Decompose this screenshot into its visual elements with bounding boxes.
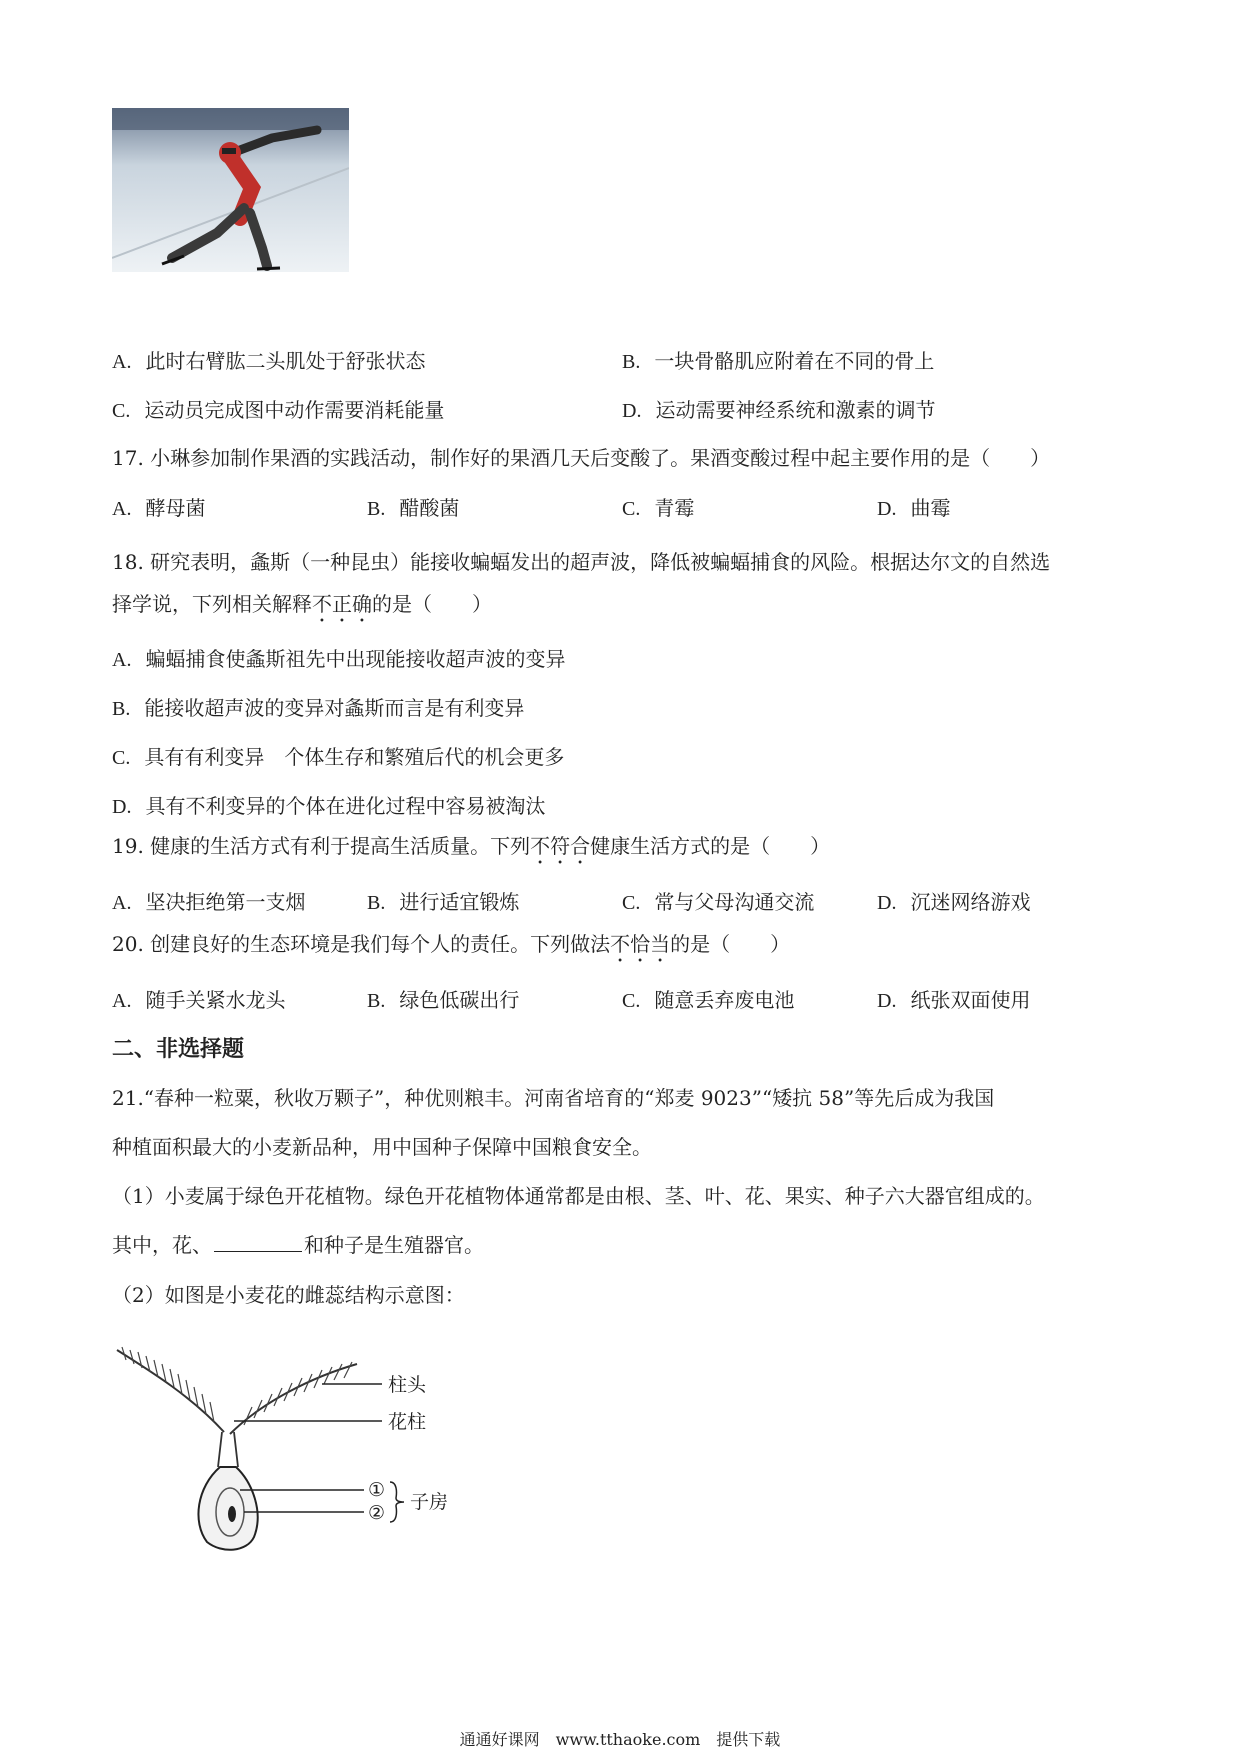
- q21-part2: （2）如图是小麦花的雌蕊结构示意图：: [112, 1283, 465, 1307]
- q19-option-d: D. 沉迷网络游戏: [877, 890, 1031, 914]
- page-footer: 通通好课网 www.tthaoke.com 提供下载: [459, 1730, 781, 1749]
- q19-option-c: C. 常与父母沟通交流: [622, 890, 815, 914]
- label-1: ①: [368, 1479, 386, 1501]
- q21-part1-line2: 其中，花、 和种子是生殖器官。: [112, 1233, 484, 1257]
- skater-illustration: [112, 108, 349, 272]
- q19-stem: 19. 健康的生活方式有利于提高生活质量。下列不符合健康生活方式的是（ ）: [112, 834, 831, 858]
- q18-option-a: A. 蝙蝠捕食使螽斯祖先中出现能接收超声波的变异: [112, 647, 566, 671]
- q18-stem-line1: 18. 研究表明，螽斯（一种昆虫）能接收蝙蝠发出的超声波，降低被蝙蝠捕食的风险。根据达尔文的自然选: [112, 550, 1051, 574]
- q16-option-c: C. 运动员完成图中动作需要消耗能量: [112, 398, 445, 422]
- q17-option-a: A. 酵母菌: [112, 496, 206, 520]
- q20-option-d: D. 纸张双面使用: [877, 988, 1031, 1012]
- q19-option-a: A. 坚决拒绝第一支烟: [112, 890, 306, 914]
- q20-option-a: A. 随手关紧水龙头: [112, 988, 286, 1012]
- q20-emphasis: 不恰当: [610, 932, 671, 956]
- label-stigma: 柱头: [388, 1374, 427, 1396]
- pistil-diagram: [112, 1342, 462, 1557]
- q16-option-a: A. 此时右臂肱二头肌处于舒张状态: [112, 349, 426, 373]
- skater-photo: [112, 108, 349, 272]
- q17-option-c: C. 青霉: [622, 496, 695, 520]
- q19-emphasis: 不符合: [530, 834, 591, 858]
- q17-option-d: D. 曲霉: [877, 496, 951, 520]
- section-heading: 二、非选择题: [112, 1037, 245, 1062]
- q18-option-d: D. 具有不利变异的个体在进化过程中容易被淘汰: [112, 794, 546, 818]
- q20-stem: 20. 创建良好的生态环境是我们每个人的责任。下列做法不恰当的是（ ）: [112, 932, 791, 956]
- q20-option-b: B. 绿色低碳出行: [367, 988, 520, 1012]
- q20-option-c: C. 随意丢弃废电池: [622, 988, 795, 1012]
- q17-stem: 17. 小琳参加制作果酒的实践活动，制作好的果酒几天后变酸了。果酒变酸过程中起主要作用的是（ ）: [112, 446, 1051, 470]
- q16-option-b: B. 一块骨骼肌应附着在不同的骨上: [622, 349, 935, 373]
- label-style: 花柱: [388, 1411, 427, 1433]
- q18-option-b: B. 能接收超声波的变异对螽斯而言是有利变异: [112, 696, 525, 720]
- label-2: ②: [368, 1502, 386, 1524]
- q18-stem-line2: 择学说，下列相关解释不正确的是（ ）: [112, 592, 492, 616]
- answer-blank[interactable]: [214, 1250, 302, 1252]
- q21-part1-line1: （1）小麦属于绿色开花植物。绿色开花植物体通常都是由根、茎、叶、花、果实、种子六大器官组成的。: [112, 1184, 1045, 1208]
- q18-option-c: C. 具有有利变异 个体生存和繁殖后代的机会更多: [112, 745, 565, 769]
- label-ovary: 子房: [410, 1491, 449, 1513]
- q19-option-b: B. 进行适宜锻炼: [367, 890, 520, 914]
- q17-option-b: B. 醋酸菌: [367, 496, 460, 520]
- q21-stem-line1: 21.“春种一粒粟，秋收万颗子”，种优则粮丰。河南省培育的“郑麦 9023”“矮抗 58”等先后成为我国: [112, 1086, 995, 1110]
- q21-stem-line2: 种植面积最大的小麦新品种，用中国种子保障中国粮食安全。: [112, 1135, 652, 1159]
- q18-emphasis: 不正确: [312, 592, 372, 616]
- q16-option-d: D. 运动需要神经系统和激素的调节: [622, 398, 936, 422]
